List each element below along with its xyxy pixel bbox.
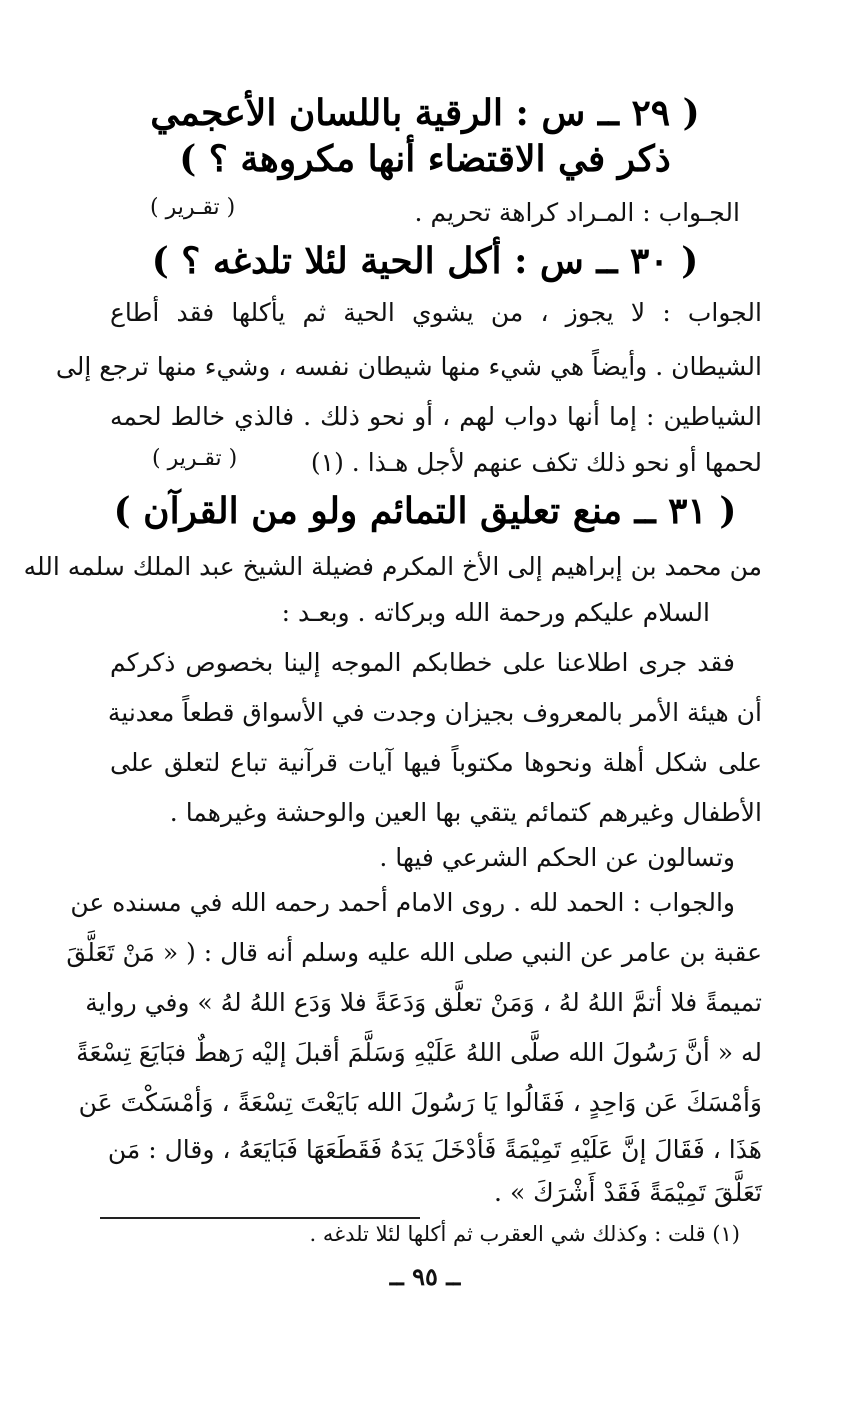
page-number: ــ ٩٥ ــ [389, 1262, 461, 1291]
q31-line-10: تميمةً فلا أتمَّ اللهُ لهُ ، وَمَنْ تعلَّق وَدَعَةً فلا وَدَع اللهُ لهُ » وفي رواية [85, 988, 762, 1017]
q31-line-2: السلام عليكم ورحمة الله وبركاته . وبعـد : [281, 598, 710, 627]
footnote-divider [100, 1217, 420, 1219]
q29-answer: الجـواب : المـراد كراهة تحريم . [414, 198, 740, 227]
q31-line-12: وَأمْسَكَ عَن وَاحِدٍ ، فَقَالُوا يَا رَسُولَ الله بَايَعْتَ تِسْعَةً ، وَأمْسَكْتَ عَن [78, 1088, 762, 1117]
q29-title-line2: ذكر في الاقتضاء أنها مكروهة ؟ ) [179, 138, 671, 180]
q30-line-4: لحمها أو نحو ذلك تكف عنهم لأجل هـذا . (١) [310, 448, 762, 477]
q31-title: ( ٣١ ــ منع تعليق التمائم ولو من القرآن ) [113, 490, 737, 532]
q31-line-6: الأطفال وغيرهم كتمائم يتقي بها العين والوحشة وغيرهما . [169, 798, 762, 827]
footnote: (١) قلت : وكذلك شي العقرب ثم أكلها لئلا تلدغه . [309, 1222, 740, 1246]
q31-line-13: هَذَا ، فَقَالَ إنَّ عَلَيْهِ تَمِيْمَةً فَأدْخَلَ يَدَهُ فَقَطَعَهَا فَبَايَعَهُ ، وقال : مَن [107, 1135, 762, 1164]
q31-line-7: وتسالون عن الحكم الشرعي فيها . [379, 843, 735, 872]
q31-line-11: له « أنَّ رَسُولَ الله صلَّى اللهُ عَلَيْهِ وَسَلَّمَ أقبلَ إليْه رَهطٌ فبَايَعَ تِسْعَةً [76, 1038, 762, 1067]
q31-line-9: عقبة بن عامر عن النبي صلى الله عليه وسلم أنه قال : ( « مَنْ تَعَلَّقَ [66, 938, 762, 967]
q30-tag: ( تقـرير ) [152, 446, 238, 471]
q31-line-1: من محمد بن إبراهيم إلى الأخ المكرم فضيلة الشيخ عبد الملك سلمه الله [23, 552, 762, 581]
q31-line-14: تَعَلَّقَ تَمِيْمَةً فَقَدْ أَشْرَكَ » . [494, 1178, 762, 1207]
q31-line-8: والجواب : الحمد لله . روى الامام أحمد رحمه الله في مسنده عن [70, 888, 735, 917]
q30-line-1: الجواب : لا يجوز ، من يشوي الحية ثم يأكلها فقد أطاع [110, 298, 762, 327]
q29-tag: ( تقـرير ) [150, 195, 236, 220]
q30-line-3: الشياطين : إما أنها دواب لهم ، أو نحو ذلك . فالذي خالط لحمه [110, 402, 762, 431]
q31-line-4: أن هيئة الأمر بالمعروف بجيزان وجدت في الأسواق قطعاً معدنية [107, 698, 762, 727]
q30-title: ( ٣٠ ــ س : أكل الحية لئلا تلدغه ؟ ) [151, 240, 699, 282]
q30-line-2: الشيطان . وأيضاً هي شيء منها شيطان نفسه ، وشيء منها ترجع إلى [55, 352, 762, 381]
q29-title-line1: ( ٢٩ ــ س : الرقية باللسان الأعجمي [150, 92, 700, 134]
q31-line-5: على شكل أهلة ونحوها مكتوباً فيها آيات قرآنية تباع لتعلق على [110, 748, 762, 777]
q31-line-3: فقد جرى اطلاعنا على خطابكم الموجه إلينا بخصوص ذكركم [110, 648, 735, 677]
